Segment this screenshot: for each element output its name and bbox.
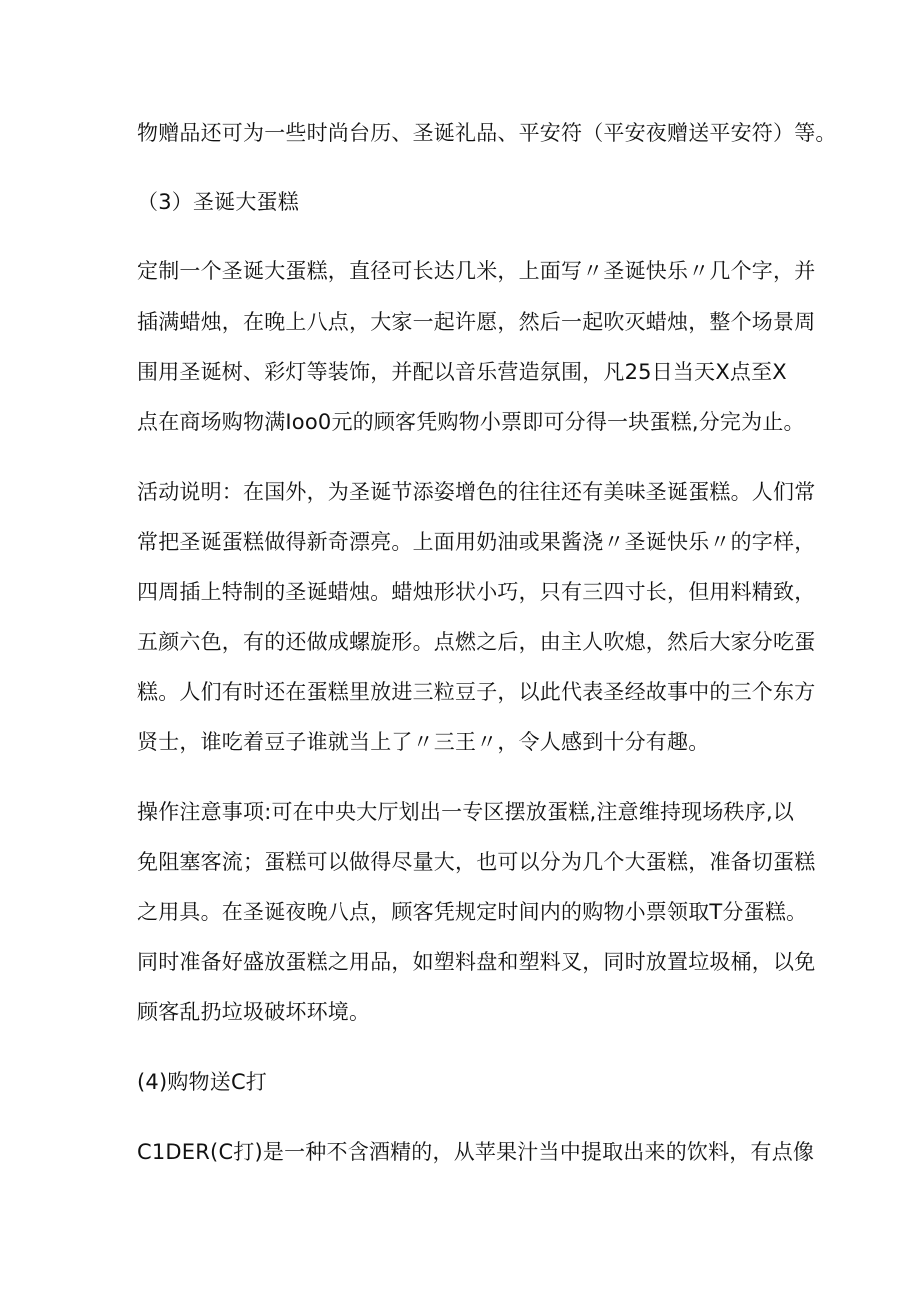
section-3-paragraph-1-line-2: 插满蜡烛，在晚上八点，大家一起许愿，然后一起吹灭蜡烛，整个场景周 <box>137 310 816 334</box>
section-3-paragraph-1-line-4: 点在商场购物满Ioo0元的顾客凭购物小票即可分得一块蛋糕,分完为止。 <box>137 410 805 434</box>
section-3-paragraph-2-line-4: 五颜六色，有的还做成螺旋形。点燃之后，由主人吹熄，然后大家分吃蛋 <box>137 630 816 654</box>
section-3-paragraph-3-line-1: 操作注意事项:可在中央大厅划出一专区摆放蛋糕,注意维持现场秩序,以 <box>137 800 795 824</box>
intro-line: 物赠品还可为一些时尚台历、圣诞礼品、平安符（平安夜赠送平安符）等。 <box>137 121 837 145</box>
section-3-paragraph-3-line-5: 顾客乱扔垃圾破坏环境。 <box>137 1000 371 1024</box>
section-3-paragraph-2-line-3: 四周插上特制的圣诞蜡烛。蜡烛形状小巧，只有三四寸长，但用料精致， <box>137 580 816 604</box>
section-3-paragraph-3-line-3: 之用具。在圣诞夜晚八点，顾客凭规定时间内的购物小票领取T分蛋糕。 <box>137 900 808 924</box>
section-3-paragraph-3-line-2: 免阻塞客流；蛋糕可以做得尽量大，也可以分为几个大蛋糕，准备切蛋糕 <box>137 850 816 874</box>
section-3-heading: （3）圣诞大蛋糕 <box>137 190 299 214</box>
section-3-paragraph-2-line-6: 贤士，谁吃着豆子谁就当上了〃三王〃，令人感到十分有趣。 <box>137 730 710 754</box>
section-4-heading: (4)购物送C打 <box>137 1070 268 1094</box>
section-3-paragraph-2-line-1: 活动说明：在国外，为圣诞节添姿增色的往往还有美味圣诞蛋糕。人们常 <box>137 480 816 504</box>
section-3-paragraph-2-line-2: 常把圣诞蛋糕做得新奇漂亮。上面用奶油或果酱浇〃圣诞快乐〃的字样， <box>137 530 816 554</box>
section-3-paragraph-3-line-4: 同时准备好盛放蛋糕之用品，如塑料盘和塑料叉，同时放置垃圾桶，以免 <box>137 950 816 974</box>
section-3-paragraph-1-line-3: 围用圣诞树、彩灯等装饰，并配以音乐营造氛围，凡25日当天X点至X <box>137 360 787 384</box>
section-3-paragraph-2-line-5: 糕。人们有时还在蛋糕里放进三粒豆子，以此代表圣经故事中的三个东方 <box>137 680 816 704</box>
section-4-paragraph-1-line-1: C1DER(C打)是一种不含酒精的，从苹果汁当中提取出来的饮料，有点像 <box>137 1140 815 1164</box>
section-3-paragraph-1-line-1: 定制一个圣诞大蛋糕，直径可长达几米，上面写〃圣诞快乐〃几个字，并 <box>137 259 816 283</box>
